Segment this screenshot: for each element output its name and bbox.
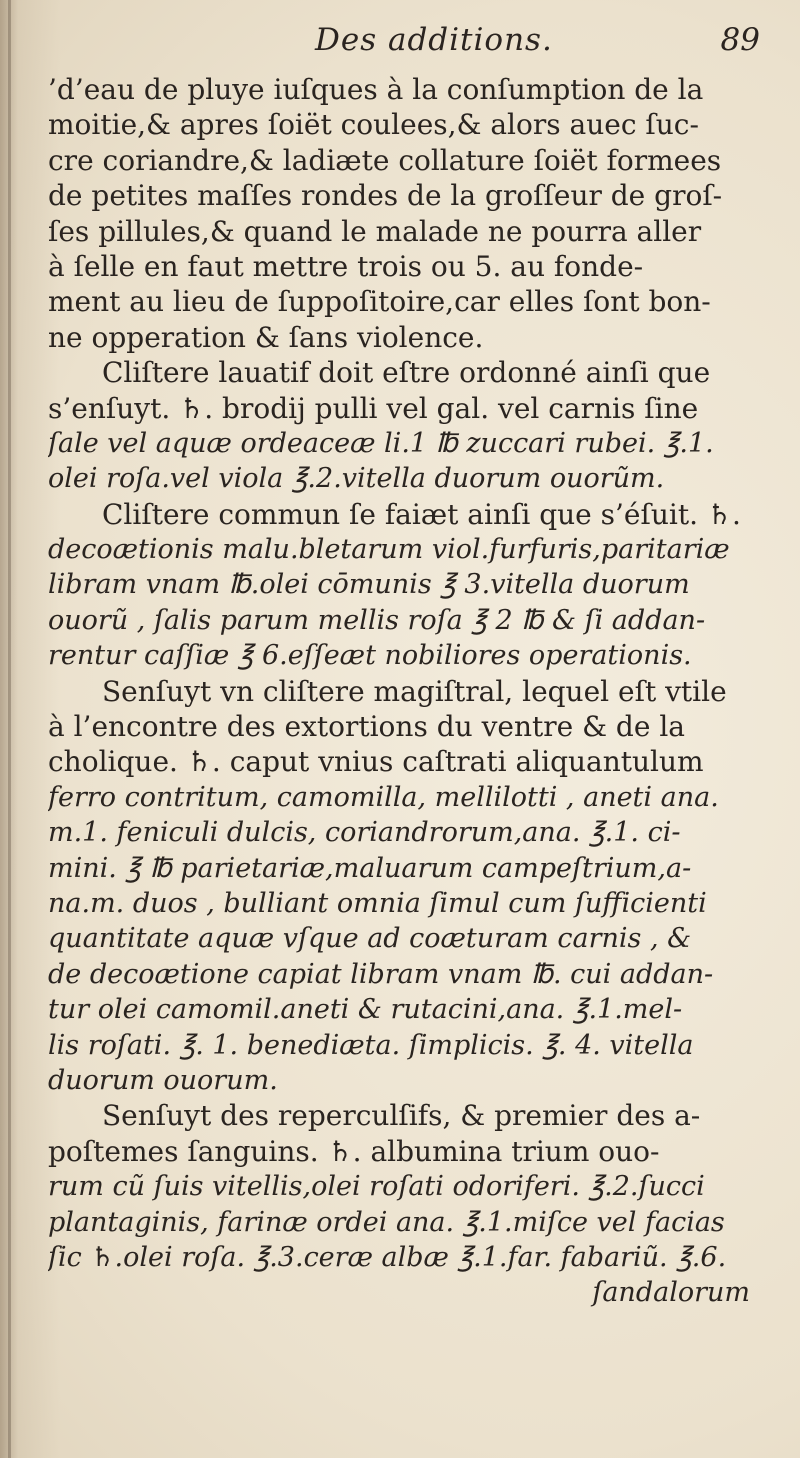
- text-line: de petites maſſes rondes de la groſſeur de groſ-: [48, 179, 723, 213]
- text-line: à l’encontre des extortions du ventre & de la: [48, 710, 685, 744]
- text-line: Cliſtere commun ſe faiæt ainſi que s’éſuit. ♄.: [102, 497, 741, 531]
- text-line: ne opperation & ſans violence.: [48, 320, 484, 354]
- text-line: ment au lieu de ſuppoſitoire,car elles ſont bon-: [48, 285, 711, 319]
- text-line: ouorũ , ſalis parum mellis roſa ℥ 2 ℔ & ſi addan-: [48, 604, 706, 636]
- text-line: na.m. duos , bulliant omnia ſimul cum ſufficienti: [48, 887, 707, 919]
- text-line: ſale vel aquæ ordeaceæ li.1 ℔ zuccari rubei. ℥.1.: [48, 427, 714, 459]
- text-line: s’enſuyt. ♄. brodij pulli vel gal. vel carnis ſine: [48, 391, 699, 425]
- gutter-shadow: [8, 0, 11, 1458]
- text-line: cholique. ♄. caput vnius caſtrati aliquantulum: [48, 745, 704, 779]
- text-line: libram vnam ℔.olei cōmunis ℥ 3.vitella duorum: [48, 569, 690, 601]
- text-line: ſes pillules,& quand le malade ne pourra aller: [48, 214, 702, 248]
- text-line: à ſelle en faut mettre trois ou 5. au fonde-: [48, 249, 644, 283]
- running-head: [60, 22, 760, 72]
- text-line: Cliſtere lauatif doit eſtre ordonné ainſi que: [102, 356, 711, 390]
- text-line: poſtemes ſanguins. ♄. albumina trium ouo-: [48, 1134, 660, 1168]
- text-line: tur olei camomil.aneti & rutacini,ana. ℥.1.mel-: [48, 994, 683, 1026]
- text-line: rentur caſſiæ ℥ 6.eſſeæt nobiliores operationis.: [48, 640, 692, 672]
- text-line: quantitate aquæ vſque ad coæturam carnis , &: [48, 923, 692, 955]
- text-line: ’d’eau de pluye iuſques à la conſumption de la: [48, 73, 704, 106]
- text-line: decoætionis malu.bletarum viol.furfuris,paritariæ: [48, 534, 730, 566]
- catchword: ſandalorum: [592, 1277, 750, 1309]
- text-line: plantaginis, farinæ ordei ana. ℥.1.miſce vel facias: [48, 1206, 725, 1238]
- text-line: Senſuyt vn cliſtere magiſtral, lequel eſt vtile: [102, 674, 727, 708]
- text-line: duorum ouorum.: [48, 1064, 278, 1096]
- running-title: Des additions.: [315, 22, 553, 58]
- text-line: ſic ♄.olei roſa. ℥.3.ceræ albæ ℥.1.far. fabariũ. ℥.6.: [48, 1241, 727, 1273]
- page-number: 89: [720, 22, 760, 58]
- text-line: moitie,& apres ſoiët coulees,& alors auec ſuc-: [48, 108, 699, 142]
- text-block: [48, 72, 770, 1311]
- text-line: Senſuyt des reperculſifs, & premier des a-: [102, 1099, 701, 1133]
- text-line: de decoætione capiat libram vnam ℔. cui addan-: [48, 958, 714, 990]
- text-line: mini. ℥ ℔ parietariæ,maluarum campeſtrium,a-: [48, 852, 692, 884]
- text-line: rum cũ ſuis vitellis,olei roſati odoriferi. ℥.2.ſucci: [48, 1171, 705, 1203]
- text-line: m.1. feniculi dulcis, coriandrorum,ana. ℥.1. ci-: [48, 817, 681, 849]
- text-line: olei roſa.vel viola ℥.2.vitella duorum ouorũm.: [48, 463, 665, 495]
- text-line: ferro contritum, camomilla, mellilotti , aneti ana.: [48, 781, 719, 813]
- text-line: cre coriandre,& ladiæte collature ſoiët formees: [48, 143, 722, 177]
- text-line: lis roſati. ℥. 1. benediæta. ſimplicis. ℥. 4. vitella: [48, 1029, 694, 1061]
